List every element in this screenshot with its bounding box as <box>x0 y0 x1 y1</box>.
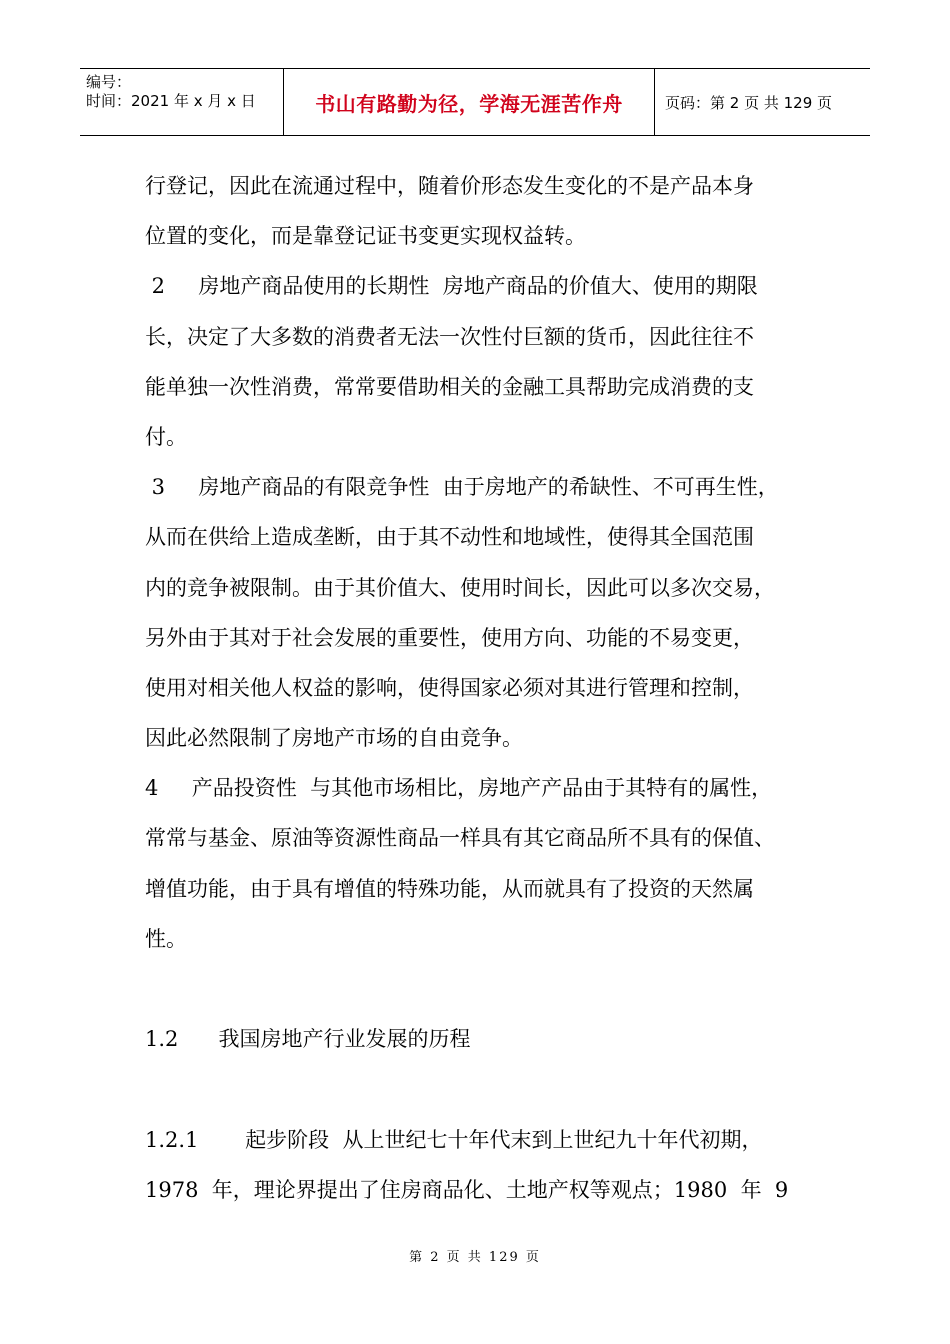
body-line: 3 房地产商品的有限竞争性 由于房地产的希缺性、不可再生性， <box>145 475 779 500</box>
subsection-line: 1978 年，理论界提出了住房商品化、土地产权等观点；1980 年 9 <box>145 1177 789 1202</box>
body-line: 4 产品投资性 与其他市场相比，房地产产品由于其特有的属性， <box>145 776 773 801</box>
motto-text: 书山有路勤为径，学海无涯苦作舟 <box>315 91 623 116</box>
body-line: 2 房地产商品使用的长期性 房地产商品的价值大、使用的期限 <box>145 274 758 299</box>
page-footer: 第 2 页 共 129 页 <box>409 1250 541 1265</box>
body-line: 使用对相关他人权益的影响，使得国家必须对其进行管理和控制， <box>145 675 754 700</box>
body-line: 长，决定了大多数的消费者无法一次性付巨额的货币，因此往往不 <box>145 324 754 349</box>
body-line: 增值功能，由于具有增值的特殊功能，从而就具有了投资的天然属 <box>145 876 754 901</box>
body-line: 从而在供给上造成垄断，由于其不动性和地域性，使得其全国范围 <box>145 525 754 550</box>
body-line: 行登记，因此在流通过程中，随着价形态发生变化的不是产品本身 <box>145 174 754 198</box>
body-line: 内的竞争被限制。由于其价值大、使用时间长，因此可以多次交易， <box>145 575 775 600</box>
body-line: 因此必然限制了房地产市场的自由竞争。 <box>145 726 523 751</box>
page-header <box>80 68 870 136</box>
page-code: 页码：第 2 页 共 129 页 <box>665 93 833 112</box>
body-line: 位置的变化，而是靠登记证书变更实现权益转。 <box>145 224 586 249</box>
blank-line <box>145 1071 825 1121</box>
body-line: 能单独一次性消费，常常要借助相关的金融工具帮助完成消费的支 <box>145 374 754 399</box>
date-line: 时间：2021 年 x 月 x 日 <box>86 92 256 110</box>
body-line: 常常与基金、原油等资源性商品一样具有其它商品所不具有的保值、 <box>145 826 775 851</box>
header-motto-cell <box>283 69 655 135</box>
body-line: 另外由于其对于社会发展的重要性，使用方向、功能的不易变更， <box>145 625 754 650</box>
header-page-code-cell <box>655 69 870 135</box>
section-heading: 1.2 我国房地产行业发展的历程 <box>145 1027 471 1052</box>
doc-number-label: 编号： <box>86 73 132 91</box>
body-line: 付。 <box>145 424 187 449</box>
blank-line <box>145 971 825 1021</box>
header-meta <box>80 69 283 135</box>
body-line: 性。 <box>145 926 187 951</box>
subsection-line: 1.2.1 起步阶段 从上世纪七十年代末到上世纪九十年代初期， <box>145 1127 763 1152</box>
document-body <box>145 168 825 1222</box>
